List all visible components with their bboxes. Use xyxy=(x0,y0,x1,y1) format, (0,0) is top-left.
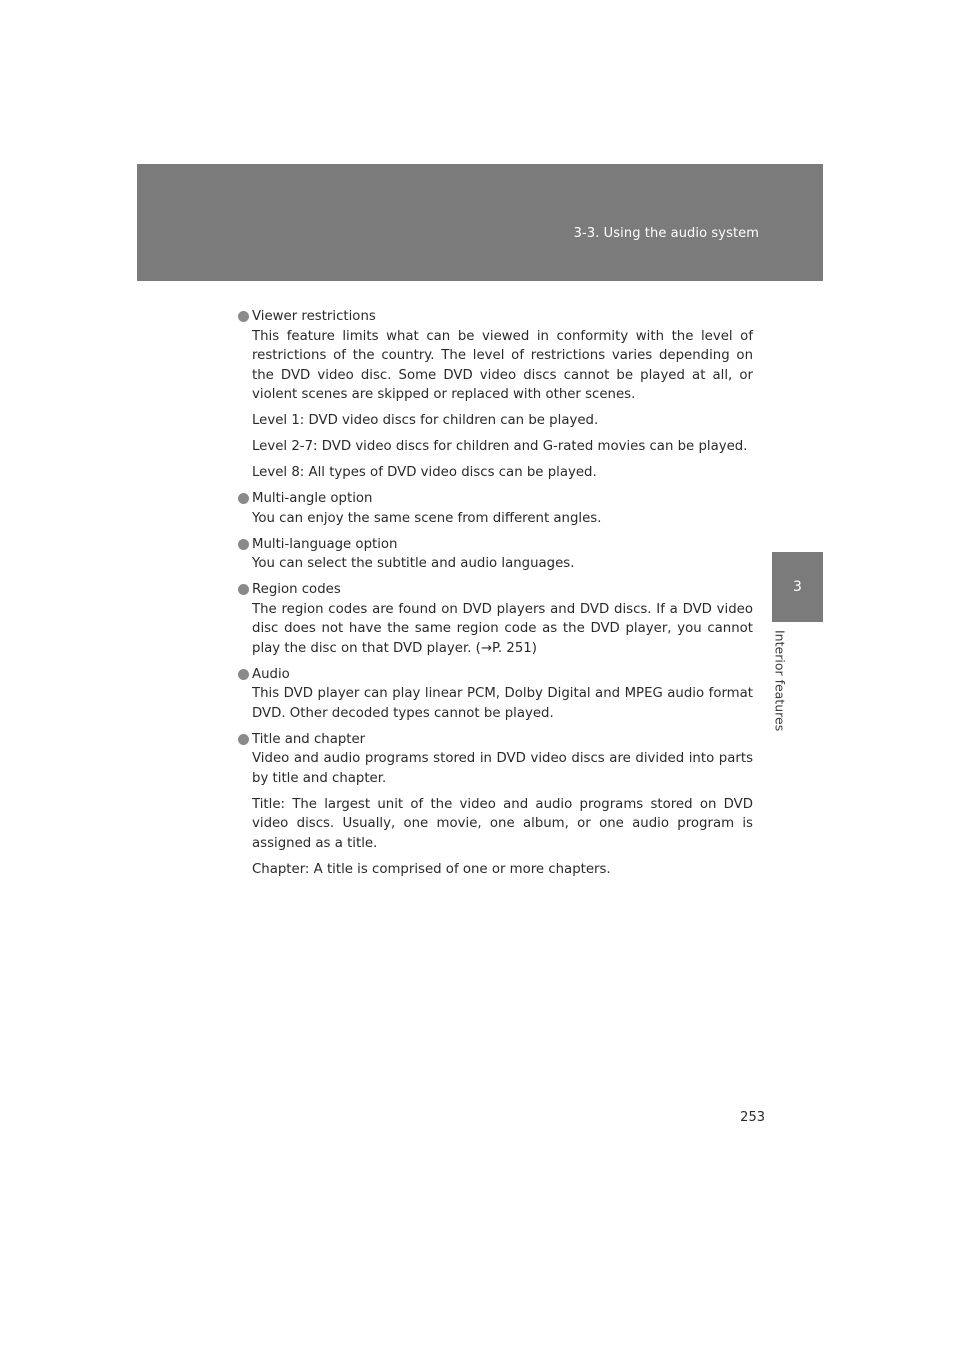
header-band xyxy=(137,164,823,281)
item-title: Multi-angle option xyxy=(252,491,373,506)
list-item xyxy=(238,489,753,528)
item-paragraph: This feature limits what can be viewed in conformity with the level of restrictions of the country. The level of restrictions varies depending on the DVD video disc. Some DVD video discs cannot be played at all, or violent scenes are skipped or replaced with other scenes. xyxy=(252,328,753,402)
level-line: Level 1: DVD video discs for children can be played. xyxy=(252,413,599,428)
item-paragraph: You can select the subtitle and audio languages. xyxy=(252,556,575,571)
list-item xyxy=(238,665,753,724)
item-paragraph: Video and audio programs stored in DVD video discs are divided into parts by title and chapter. xyxy=(252,751,753,786)
chapter-tab: 3 xyxy=(772,552,823,622)
bullet-icon xyxy=(238,311,249,322)
list-item xyxy=(238,307,753,483)
list-item xyxy=(238,730,753,880)
chapter-label: Interior features xyxy=(772,630,788,732)
bullet-icon xyxy=(238,539,249,550)
item-paragraph: This DVD player can play linear PCM, Dolby Digital and MPEG audio format DVD. Other decoded types cannot be played. xyxy=(252,686,753,721)
level-line: Level 8: All types of DVD video discs can be played. xyxy=(252,465,597,480)
section-title: 3-3. Using the audio system xyxy=(573,226,759,241)
main-content xyxy=(238,307,753,886)
item-title: Multi-language option xyxy=(252,536,398,552)
item-title: Region codes xyxy=(252,582,341,597)
item-title: Viewer restrictions xyxy=(252,309,376,324)
item-paragraph: You can enjoy the same scene from different angles. xyxy=(252,510,602,526)
definition-line: Title: The largest unit of the video and audio programs stored on DVD video discs. Usually, one movie, one album, or one audio program is assigned as a title. xyxy=(252,796,753,851)
list-item xyxy=(238,535,753,574)
bullet-icon xyxy=(238,669,249,680)
bullet-icon xyxy=(238,584,249,595)
bullet-icon xyxy=(238,493,249,504)
list-item xyxy=(238,580,753,658)
level-line: Level 2-7: DVD video discs for children and G-rated movies can be played. xyxy=(252,439,748,454)
definition-line: Chapter: A title is comprised of one or more chapters. xyxy=(252,861,611,877)
item-title: Audio xyxy=(252,666,290,682)
item-title: Title and chapter xyxy=(252,731,366,747)
item-paragraph: The region codes are found on DVD players and DVD discs. If a DVD video disc does not have the same region code as the DVD player, you cannot play the disc on that DVD player. (→P. 251) xyxy=(252,601,753,656)
page-number: 253 xyxy=(740,1110,765,1125)
bullet-icon xyxy=(238,734,249,745)
